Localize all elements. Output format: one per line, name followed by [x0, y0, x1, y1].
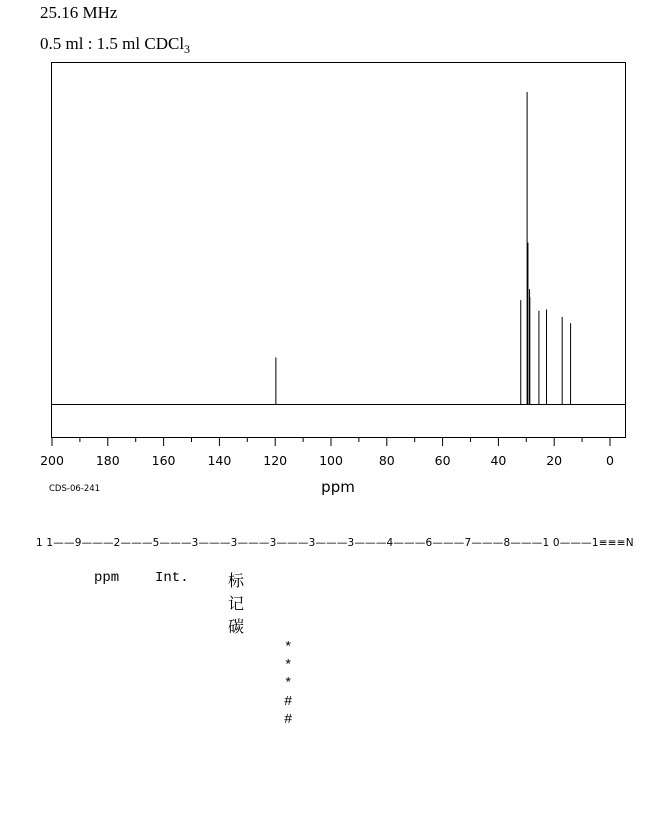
x-tick-label: 20 [546, 453, 563, 468]
x-tick-label: 120 [263, 453, 288, 468]
cell-equivalence-mark: * [284, 658, 293, 674]
x-tick-label: 60 [434, 453, 451, 468]
cell-equivalence-mark: # [284, 694, 293, 710]
sample-conditions-text: 0.5 ml : 1.5 ml CDCl [40, 34, 185, 53]
x-tick-label: 0 [606, 453, 614, 468]
x-axis-ticks [52, 438, 610, 446]
header-ppm: ppm [94, 570, 120, 586]
sample-subscript: 3 [184, 42, 191, 56]
cell-equivalence-mark: * [284, 676, 293, 692]
spectrometer-frequency: 25.16 MHz [40, 3, 118, 22]
cell-equivalence-mark: * [284, 640, 293, 656]
x-tick-label: 140 [207, 453, 232, 468]
x-tick-label: 80 [378, 453, 395, 468]
molecule-structure: 1 1——9———2———5———3———3———3———3———3———4———6———7———8———1 0———1≡≡≡N [36, 537, 634, 549]
spectrum-peaks [276, 92, 571, 404]
cell-equivalence-mark: # [284, 712, 293, 728]
header-intensity: Int. [155, 570, 189, 586]
x-axis-label: ppm [321, 478, 355, 496]
x-tick-label: 100 [319, 453, 343, 468]
x-axis-tick-labels [40, 453, 614, 468]
x-tick-label: 160 [151, 453, 176, 468]
x-tick-label: 200 [40, 453, 64, 468]
spectrum-code-label: CDS-06-241 [49, 484, 101, 494]
x-tick-label: 40 [490, 453, 507, 468]
header-labeled-carbon: 标记碳 [228, 571, 245, 636]
x-tick-label: 180 [95, 453, 120, 468]
